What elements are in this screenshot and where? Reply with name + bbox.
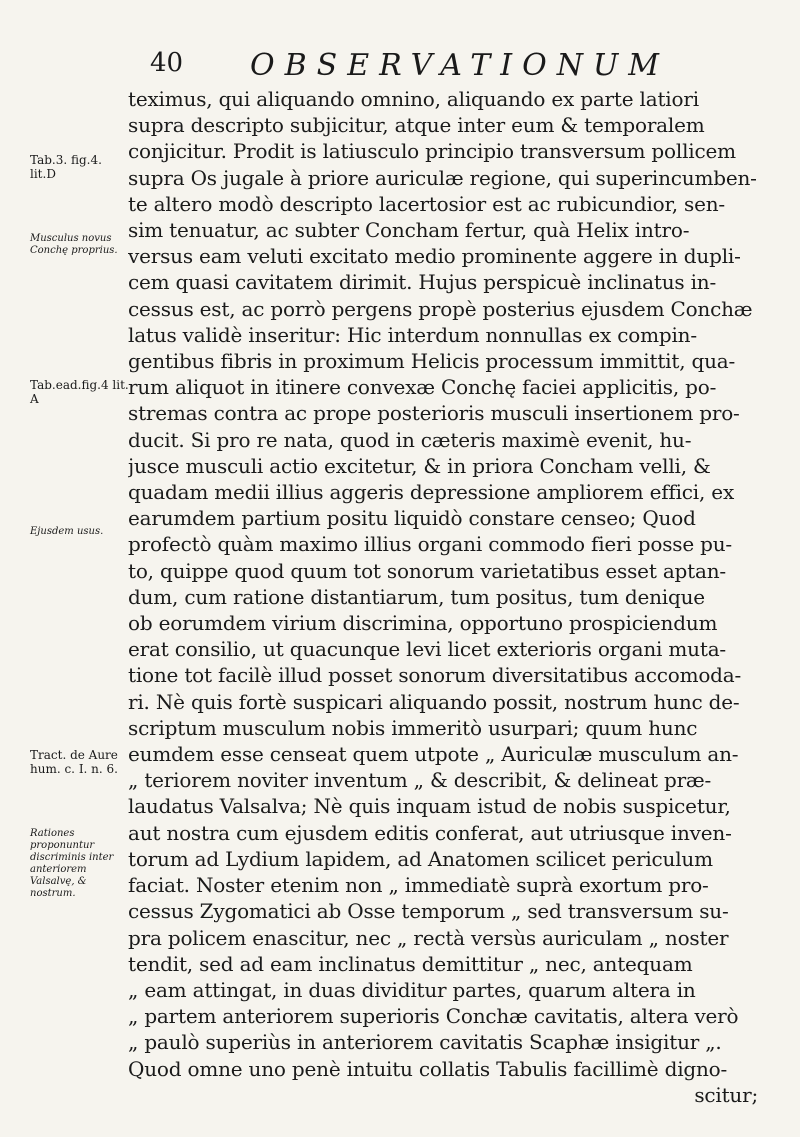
text-line: erat consilio, ut quacunque levi licet exterioris organi muta- xyxy=(128,637,726,662)
text-line: „ teriorem noviter inventum „ & describit, & delineat præ- xyxy=(128,768,712,793)
text-line: te altero modò descripto lacertosior est ac rubicundior, sen- xyxy=(128,191,725,216)
text-line: Quod omne uno penè intuitu collatis Tabulis facillimè digno- xyxy=(128,1056,728,1081)
text-line: eumdem esse censeat quem utpote „ Auriculæ musculum an- xyxy=(128,742,739,767)
text-line: jusce musculi actio excitetur, & in priora Concham velli, & xyxy=(128,453,711,478)
page-number: 40 xyxy=(150,48,184,78)
text-line: profectò quàm maximo illius organi commodo fieri posse pu- xyxy=(128,532,732,557)
text-line: ducit. Si pro re nata, quod in cæteris maximè evenit, hu- xyxy=(128,427,692,452)
text-line: rum aliquot in itinere convexæ Conchę faciei applicitis, po- xyxy=(128,375,717,400)
text-line: laudatus Valsalva; Nè quis inquam istud de nobis suspicetur, xyxy=(128,794,731,819)
text-line: ob eorumdem virium discrimina, opportuno prospiciendum xyxy=(128,611,718,636)
text-line: tione tot facilè illud posset sonorum diversitatibus accomoda- xyxy=(128,663,742,688)
text-line: conjicitur. Prodit is latiusculo principio transversum pollicem xyxy=(128,139,736,164)
text-line: supra descripto subjicitur, atque inter eum & temporalem xyxy=(128,113,705,138)
margin-notes xyxy=(0,0,130,1137)
text-line: to, quippe quod quum tot sonorum varietatibus esset aptan- xyxy=(128,558,726,583)
text-line: teximus, qui aliquando omnino, aliquando ex parte latiori xyxy=(128,87,699,111)
margin-note-table-ref-2: Tab.ead.fig.4 lit. A xyxy=(30,378,129,406)
running-title: OBSERVATIONUM xyxy=(250,48,669,83)
text-line: supra Os jugale à priore auriculæ regione, qui superincumben- xyxy=(128,165,757,190)
text-line: „ partem anteriorem superioris Conchæ cavitatis, altera verò xyxy=(128,1004,739,1029)
text-line: gentibus fibris in proximum Helicis processum immittit, qua- xyxy=(128,349,736,374)
text-line: tendit, sed ad eam inclinatus demittitur „ nec, antequam xyxy=(128,951,693,976)
margin-note-treatise-ref: Tract. de Aure hum. c. I. n. 6. xyxy=(30,748,118,776)
text-line: cessus est, ac porrò pergens propè posterius ejusdem Conchæ xyxy=(128,296,753,321)
text-line: pra policem enascitur, nec „ rectà versùs auriculam „ noster xyxy=(128,925,729,950)
text-line: latus validè inseritur: Hic interdum nonnullas ex compin- xyxy=(128,322,697,347)
text-line: sim tenuatur, ac subter Concham fertur, quà Helix intro- xyxy=(128,218,690,243)
text-line: „ eam attingat, in duas dividitur partes, quarum altera in xyxy=(128,977,696,1002)
text-line: „ paulò superiùs in anteriorem cavitatis Scaphæ insigitur „. xyxy=(128,1030,722,1055)
text-line: quadam medii illius aggeris depressione ampliorem effici, ex xyxy=(128,480,735,505)
margin-note-table-ref: Tab.3. fig.4. lit.D xyxy=(30,153,102,181)
text-line: torum ad Lydium lapidem, ad Anatomen scilicet periculum xyxy=(128,846,713,871)
text-line: aut nostra cum ejusdem editis conferat, aut utriusque inven- xyxy=(128,820,732,845)
text-line: cem quasi cavitatem dirimit. Hujus perspicuè inclinatus in- xyxy=(128,270,717,295)
text-line: stremas contra ac prope posterioris musculi insertionem pro- xyxy=(128,401,740,426)
text-line: earumdem partium positu liquidò constare censeo; Quod xyxy=(128,506,696,531)
text-line: dum, cum ratione distantiarum, tum positus, tum denique xyxy=(128,584,705,609)
text-line: versus eam veluti excitato medio prominente aggere in dupli- xyxy=(128,244,741,269)
body-text xyxy=(128,86,768,1108)
text-line: cessus Zygomatici ab Osse temporum „ sed transversum su- xyxy=(128,899,729,924)
text-line: scitur; xyxy=(694,1082,758,1107)
margin-note-reasons: Rationes proponuntur discriminis inter anteriorem Valsalvę, & nostrum. xyxy=(30,828,114,899)
text-line: ri. Nè quis fortè suspicari aliquando possit, nostrum hunc de- xyxy=(128,689,740,714)
margin-note-new-muscle: Musculus novus Conchę proprius. xyxy=(30,233,118,256)
text-line: scriptum musculum nobis immeritò usurpari; quum hunc xyxy=(128,715,698,740)
margin-note-usage: Ejusdem usus. xyxy=(30,526,104,537)
page-header xyxy=(150,48,770,88)
text-line: faciat. Noster etenim non „ immediatè suprà exortum pro- xyxy=(128,873,709,898)
